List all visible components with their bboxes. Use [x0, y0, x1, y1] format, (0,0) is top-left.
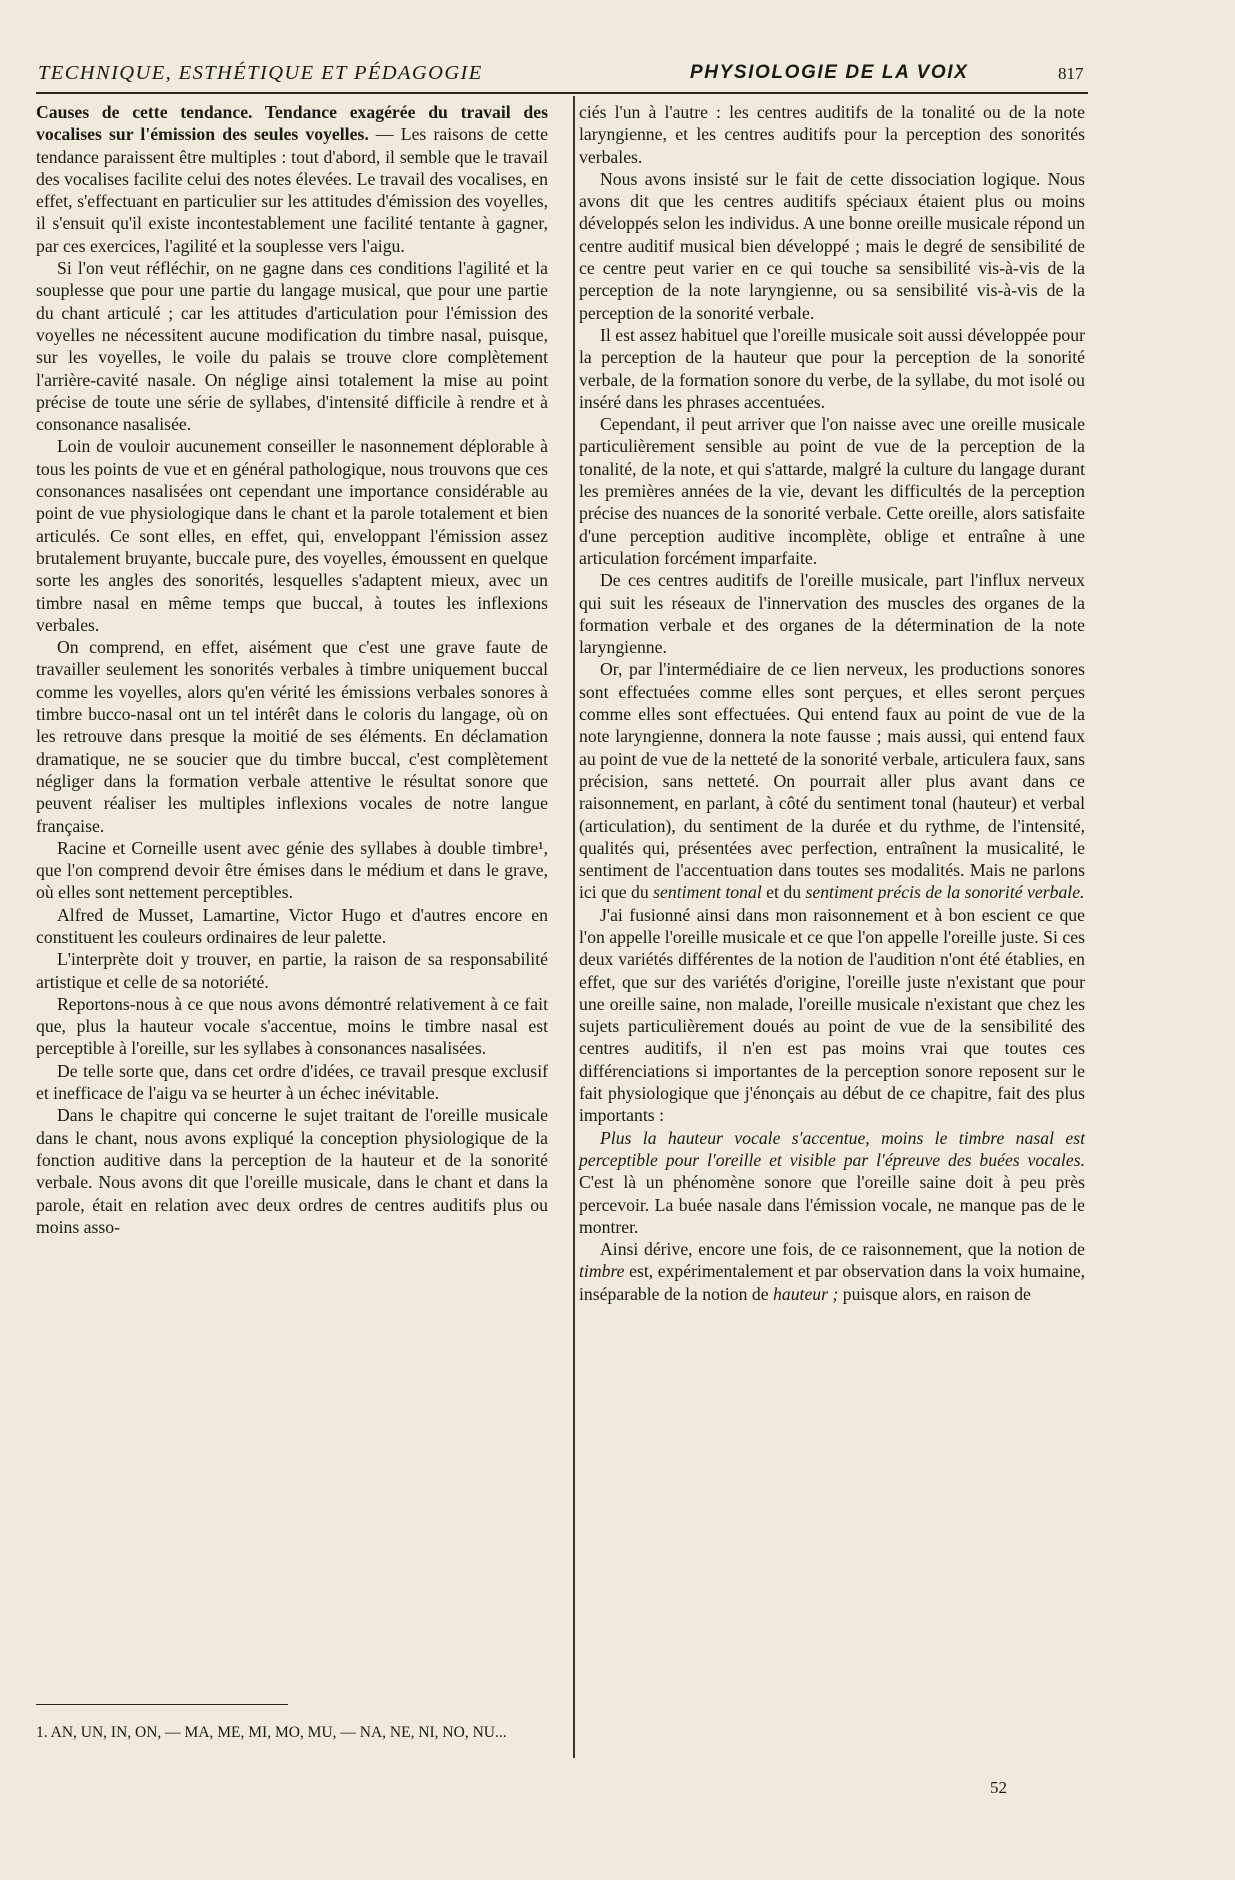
emphasis: Plus la hauteur vocale s'accentue, moins le timbre nasal est perceptible pour l'oreille et visible par l'épreuve des buées vocales.	[579, 1127, 1085, 1170]
paragraph	[579, 1127, 1085, 1238]
emphasis: sentiment précis de la sonorité verbale.	[805, 882, 1085, 903]
emphasis: hauteur ;	[773, 1283, 839, 1304]
footnote: 1. AN, UN, IN, ON, — MA, ME, MI, MO, MU, — NA, NE, NI, NO, NU...	[36, 1724, 507, 1741]
emphasis: timbre	[579, 1261, 625, 1282]
footnote-rule	[36, 1704, 288, 1705]
section-heading: Causes de cette tendance. Tendance exagérée du travail des vocalises sur l'émission des seules voyelles.	[36, 102, 548, 145]
header-rule	[36, 92, 1088, 94]
paragraph-text: Or, par l'intermédiaire de ce lien nerveux, les productions sonores sont effectuées comme elles sont perçues, et elles seront perçues comme elles sont effectuées. Qui entend faux au point de vue de la note laryngienne, donnera la note fausse ; mais aussi, qui entend faux au point de vue de la netteté de la sonorité verbale, articulera faux, sans précision, sans netteté. On pourrait aller plus avant dans ce raisonnement, en parlant, à côté du sentiment tonal (hauteur) et verbal (articulation), du sentiment de la durée et du rythme, de l'intensité, qualités qui, présentées avec perfection, entraînent la musicalité, le sentiment de l'accentuation dans toutes ses modalités. Mais ne parlons ici que du	[579, 659, 1085, 903]
emphasis: sentiment tonal	[653, 882, 762, 903]
running-header-right: PHYSIOLOGIE DE LA VOIX	[690, 62, 969, 83]
paragraph-text: et du	[761, 882, 806, 903]
paragraph-text: Ainsi dérive, encore une fois, de ce raisonnement, que la notion de	[600, 1239, 1085, 1260]
paragraph: De ces centres auditifs de l'oreille musicale, part l'influx nerveux qui suit les réseaux de l'innervation des muscles des organes de la formation verbale et des organes de la détermination de la note laryngienne.	[579, 570, 1085, 658]
paragraph	[36, 101, 548, 257]
paragraph-text: C'est là un phénomène sonore que l'oreille saine doit à peu près percevoir. La buée nasale dans l'émission vocale, ne manque pas de le montrer.	[579, 1172, 1085, 1237]
right-column	[579, 101, 1085, 1305]
paragraph	[579, 658, 1085, 903]
running-header	[38, 58, 1088, 88]
left-column	[36, 101, 548, 1238]
paragraph	[579, 1238, 1085, 1305]
paragraph: On comprend, en effet, aisément que c'est une grave faute de travailler seulement les sonorités verbales à timbre uniquement buccal comme les voyelles, alors qu'en vérité les émissions verbales sonores à timbre bucco-nasal ont un tel intérêt dans le coloris du langage, où on les retrouve dans presque la moitié de ses éléments. En déclamation dramatique, ne se soucier que du timbre buccal, c'est complètement négliger dans la formation verbale attentive le résultat sonore que peuvent réaliser les multiples inflexions vocales de notre langue française.	[36, 637, 548, 836]
column-divider	[573, 96, 575, 1758]
paragraph: ciés l'un à l'autre : les centres auditifs de la tonalité ou de la note laryngienne, et les centres auditifs pour la perception des sonorités verbales.	[579, 102, 1085, 167]
running-header-left: TECHNIQUE, ESTHÉTIQUE ET PÉDAGOGIE	[38, 62, 483, 84]
paragraph: J'ai fusionné ainsi dans mon raisonnement et à bon escient ce que l'on appelle l'oreille musicale et ce que l'on appelle l'oreille juste. Si ces deux variétés différentes de la notion de l'audition n'ont été établies, en effet, que sur des variétés d'origine, l'oreille juste n'existant que pour une oreille saine, non malade, l'oreille musicale n'existant que chez les sujets particulièrement doués au point de vue de la sensibilité des centres auditifs, il n'en est pas moins vrai que toutes ces différenciations si importantes de la perception sonore reposent sur le fait physiologique que j'énonçais au début de ce chapitre, fait des plus importants :	[579, 904, 1085, 1126]
paragraph-text: puisque alors, en raison de	[838, 1283, 1031, 1304]
paragraph: Nous avons insisté sur le fait de cette dissociation logique. Nous avons dit que les centres auditifs spéciaux étaient plus ou moins développés selon les individus. A une bonne oreille musicale répond un centre auditif musical bien développé ; mais le degré de sensibilité de ce centre peut varier en ce qui touche sa sensibilité vis-à-vis de la perception de la note laryngienne, ou sa sensibilité vis-à-vis de la perception de la sonorité verbale.	[579, 168, 1085, 323]
paragraph: Alfred de Musset, Lamartine, Victor Hugo et d'autres encore en constituent les couleurs ordinaires de leur palette.	[36, 904, 548, 947]
paragraph: L'interprète doit y trouver, en partie, la raison de sa responsabilité artistique et celle de sa notoriété.	[36, 949, 548, 992]
paragraph: Racine et Corneille usent avec génie des syllabes à double timbre¹, que l'on comprend devoir être émises dans le médium et dans le grave, où elles sont nettement perceptibles.	[36, 837, 548, 903]
paragraph: Loin de vouloir aucunement conseiller le nasonnement déplorable à tous les points de vue et en général pathologique, nous trouvons que ces consonances nasalisées ont cependant une importance considérable au point de vue physiologique dans le chant et la parole totalement et bien articulés. Ce sont elles, en effet, qui, enveloppant l'émission assez brutalement bruyante, buccale pure, des voyelles, émoussent en quelque sorte les angles des sonorités, lesquelles s'adaptent mieux, avec un timbre nasal en même temps que buccal, à toutes les inflexions verbales.	[36, 436, 548, 635]
page-number: 817	[1058, 64, 1084, 83]
paragraph-text: — Les raisons de cette tendance paraissent être multiples : tout d'abord, il semble que le travail des vocalises facilite celui des notes élevées. Le travail des vocalises, en effet, s'effectuant en particulier sur les attitudes d'émission des voyelles, il s'ensuit qu'il existe incontestablement une facilité tentante à gagner, par ces exercices, l'agilité et la souplesse vers l'aigu.	[36, 124, 548, 256]
paragraph: Dans le chapitre qui concerne le sujet traitant de l'oreille musicale dans le chant, nous avons expliqué la conception physiologique de la fonction auditive dans la perception de la hauteur et de la sonorité verbale. Nous avons dit que l'oreille musicale, dans le chant et dans la parole, était en relation avec deux ordres de centres auditifs plus ou moins asso-	[36, 1105, 548, 1237]
paragraph: Si l'on veut réfléchir, on ne gagne dans ces conditions l'agilité et la souplesse que pour une partie du langage musical, que pour une partie du chant articulé ; car les attitudes d'articulation pour l'émission des voyelles ne nécessitent aucune modification du timbre nasal, puisque, sur les voyelles, le voile du palais se trouve clore complètement l'arrière-cavité nasale. On néglige ainsi totalement la mise au point précise de toute une série de syllabes, d'intensité difficile à rendre et à consonance nasalisée.	[36, 258, 548, 435]
paragraph: Reportons-nous à ce que nous avons démontré relativement à ce fait que, plus la hauteur vocale s'accentue, moins le timbre nasal est perceptible à l'oreille, sur les syllabes à consonances nasalisées.	[36, 993, 548, 1059]
paragraph: De telle sorte que, dans cet ordre d'idées, ce travail presque exclusif et inefficace de l'aigu va se heurter à un échec inévitable.	[36, 1060, 548, 1104]
paragraph: Il est assez habituel que l'oreille musicale soit aussi développée pour la perception de la hauteur que pour la perception de la sonorité verbale, de la formation sonore du verbe, de la syllabe, du mot isolé ou inséré dans les phrases accentuées.	[579, 324, 1085, 412]
paragraph: Cependant, il peut arriver que l'on naisse avec une oreille musicale particulièrement sensible au point de vue de la perception de la tonalité, de la note, et qui s'attarde, malgré la culture du langage durant les premières années de la vie, devant les difficultés de la perception précise des nuances de la sonorité verbale. Cette oreille, alors satisfaite d'une perception auditive incomplète, oblige et entraîne à une articulation forcément imparfaite.	[579, 414, 1085, 568]
signature-mark: 52	[990, 1778, 1007, 1797]
paragraph-text: est, expérimentalement et par observation dans la voix humaine, inséparable de la notion de	[579, 1261, 1085, 1304]
